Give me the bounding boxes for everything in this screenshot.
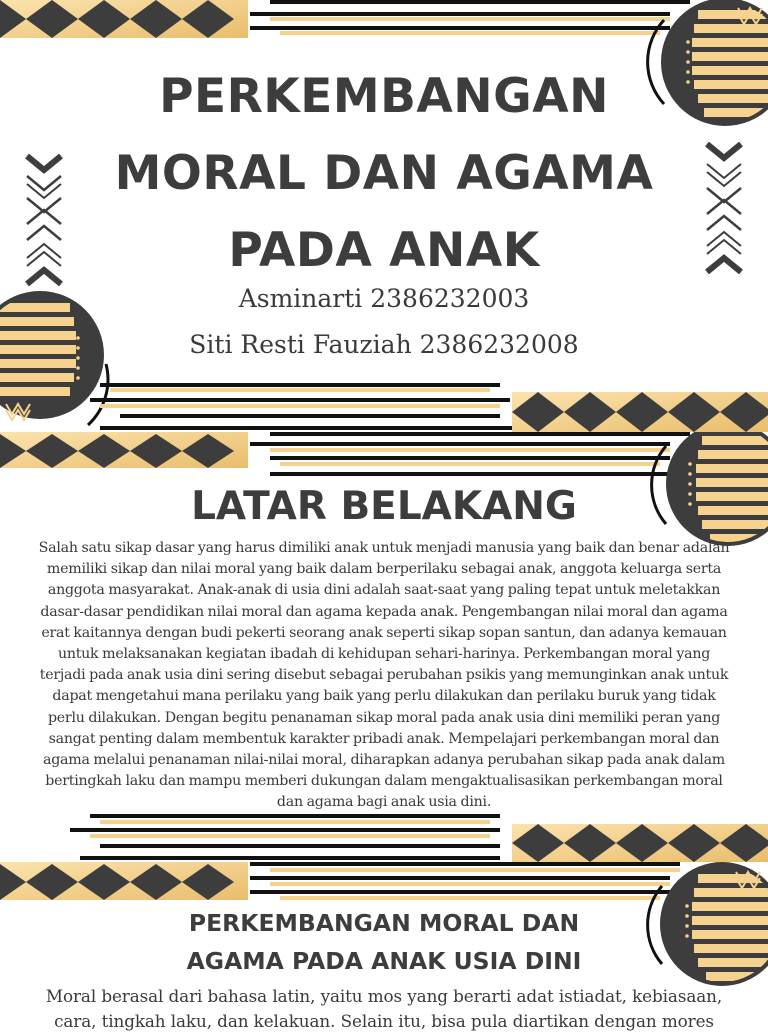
paragraph-line: terjadi pada anak usia dini sering disebut sebagai perubahan psikis yang memunginkan anak untuk [39,667,729,684]
author-name: Siti Resti Fauziah 2386232008 [189,330,579,359]
paragraph-line: agama melalui penanaman nilai-nilai moral, diharapkan adanya perubahan sikap pada anak dalam [43,752,725,769]
zigzag-band-top [0,862,248,900]
heading-line: PERKEMBANGAN MORAL DAN [188,909,580,937]
paragraph-line: erat kaitannya dengan budi pekerti seorang anak seperti sikap sopan santun, dan adanya kemauan [41,624,727,641]
zigzag-band-top [0,432,248,468]
paragraph-line: dapat mengetahui mana perilaku yang baik yang perlu dilakukan dan perilaku buruk yang tidak [52,688,716,705]
stripes-top [250,862,680,900]
paragraph-line: sangat penting dalam membentuk karakter pribadi anak. Mempelajari perkembangan moral dan [48,730,720,747]
page-title [0,58,768,289]
section-heading: LATAR BELAKANG [191,484,577,529]
usia-dini-paragraph [10,984,758,1034]
author-name: Asminarti 2386232003 [238,284,530,313]
title-line: MORAL DAN AGAMA [114,146,654,201]
paragraph-line: bertingkah laku dan mampu memberi dukungan dalam mengaktualisasikan perkembangan moral [45,773,723,790]
heading-line: AGAMA PADA ANAK USIA DINI [186,947,582,975]
zigzag-band-bottom [512,824,768,862]
title-line: PERKEMBANGAN [159,69,609,124]
stripes-bottom [90,383,520,430]
zigzag-band-top [0,0,248,38]
cover-page [0,0,768,432]
title-line: PADA ANAK [228,223,540,278]
paragraph-line: Salah satu sikap dasar yang harus dimiliki anak untuk menjadi manusia yang baik dan benar adalah [38,540,730,556]
stripes-top [250,432,690,476]
stripes-bottom [70,814,500,860]
section-heading [0,904,768,980]
paragraph-line: memiliki sikap dan nilai moral yang baik dalam berperilaku sebagai anak, anggota keluarga serta [46,561,722,578]
paragraph-line: dasar-dasar pendidikan nilai moral dan agama kepada anak. Pengembangan nilai moral dan agama [40,603,728,620]
paragraph-line: cara, tingkah laku, dan kelakuan. Selain itu, bisa pula diartikan dengan mores [54,1011,714,1031]
paragraph-line: anggota masyarakat. Anak-anak di usia dini adalah saat-saat yang paling tepat untuk meletakkan [47,582,721,599]
paragraph-line: untuk melaksanakan kegiatan ibadah di kehidupan sehari-harinya. Perkembangan moral yang [57,646,711,663]
zigzag-band-bottom [512,392,768,432]
latar-paragraph [4,538,764,814]
paragraph-line: perlu dilakukan. Dengan begitu penanaman sikap moral pada anak usia dini memiliki peran yang [47,709,721,726]
paragraph-line: dan agama bagi anak usia dini. [276,794,492,811]
stripes-top [250,0,690,35]
paragraph-line: Moral berasal dari bahasa latin, yaitu mos yang berarti adat istiadat, kebiasaan, [45,986,723,1006]
